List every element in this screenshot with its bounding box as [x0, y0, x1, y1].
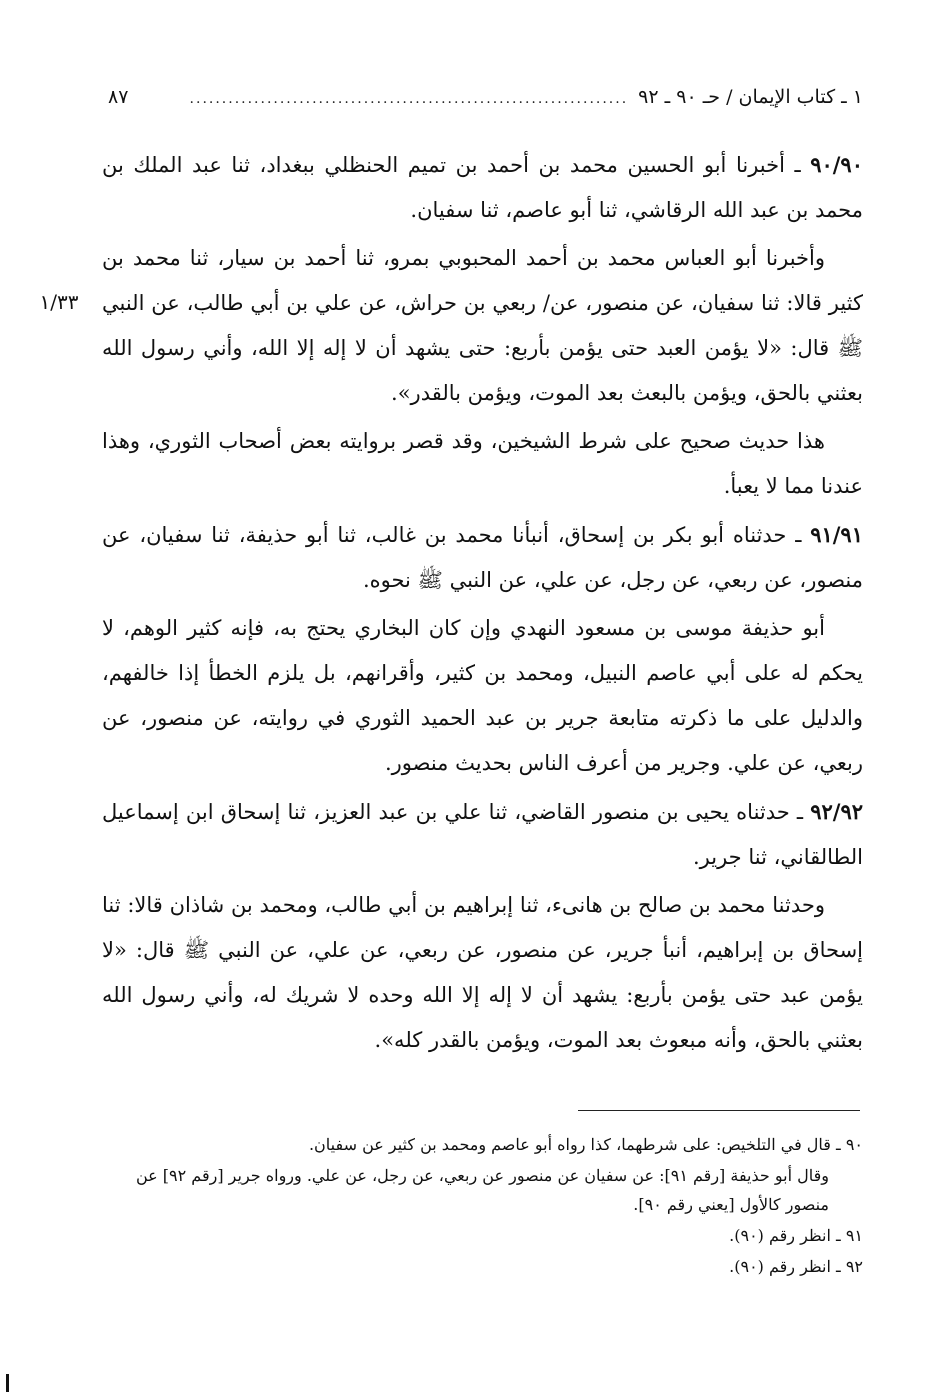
paragraph: أبو حذيفة موسى بن مسعود النهدي وإن كان البخاري يحتج به، فإنه كثير الوهم، لا يحكم له على أبي عاصم النبيل، ومحمد بن كثير، وأقرانهم، بل يلزم الخطأ إذا خالفهم، والدليل على ما ذكرته متابعة جرير بن عبد الحميد الثوري في روايته، عن منصور، عن ربعي، عن علي. وجرير من أعرف الناس بحديث منصور. — [102, 616, 863, 775]
paragraph: هذا حديث صحيح على شرط الشيخين، وقد قصر بروايته بعض أصحاب الثوري، وهذا عندنا مما لا يعبأ. — [102, 429, 863, 498]
footnote-92: ٩٢ ـ انظر رقم (٩٠). — [729, 1257, 863, 1276]
main-text — [102, 142, 863, 1066]
scan-edge-mark — [6, 1374, 9, 1392]
hadith-number: ٩٠/٩٠ — [810, 152, 863, 177]
footnotes — [102, 1130, 863, 1283]
hadith-number: ٩٢/٩٢ — [810, 799, 864, 824]
hadith-number: ٩١/٩١ — [810, 522, 863, 547]
hadith-paragraph-90 — [102, 142, 863, 233]
leader-dots: .................................................................... — [189, 91, 629, 107]
footnote-91: ٩١ ـ انظر رقم (٩٠). — [729, 1226, 863, 1245]
paragraph: وحدثنا محمد بن صالح بن هانىء، ثنا إبراهيم بن أبي طالب، ومحمد بن شاذان قالا: ثنا إسحاق بن إبراهيم، أنبأ جرير، عن منصور، عن ربعي، عن علي، عن النبي ﷺ قال: «لا يؤمن عبد حتى يؤمن بأربع: يشهد أن لا إله إلا الله وحده لا شريك له، وأني رسول الله بعثني بالحق، وأنه مبعوث بعد الموت، ويؤمن بالقدر كله». — [102, 893, 863, 1052]
hadith-paragraph-91 — [102, 512, 863, 603]
paragraph: وأخبرنا أبو العباس محمد بن أحمد المحبوبي بمرو، ثنا أحمد بن سيار، ثنا محمد بن كثير قالا: ثنا سفيان، عن منصور، عن/ ربعي بن حراش، عن علي بن أبي طالب، عن النبي ﷺ قال: «لا يؤمن العبد حتى يؤمن بأربع: حتى يشهد أن لا إله إلا الله، وأني رسول الله بعثني بالحق، ويؤمن بالبعث بعد الموت، ويؤمن بالقدر». — [102, 246, 863, 405]
running-header — [108, 86, 863, 116]
footnote-divider — [578, 1110, 860, 1111]
running-title: ١ ـ كتاب الإيمان / حـ ٩٠ ـ ٩٢ — [638, 86, 863, 108]
hadith-text: ـ حدثناه يحيى بن منصور القاضي، ثنا علي بن عبد العزيز، ثنا إسحاق ابن إسماعيل الطالقاني، ثنا جرير. — [102, 800, 863, 869]
margin-reference: ١/٣٣ — [39, 290, 79, 314]
footnote-90: ٩٠ ـ قال في التلخيص: على شرطهما، كذا رواه أبو عاصم ومحمد بن كثير عن سفيان. — [308, 1135, 863, 1154]
hadith-text: ـ حدثناه أبو بكر بن إسحاق، أنبأنا محمد بن غالب، ثنا أبو حذيفة، ثنا سفيان، عن منصور، عن ربعي، عن رجل، عن علي، عن النبي ﷺ نحوه. — [102, 523, 863, 592]
hadith-paragraph-92 — [102, 789, 863, 880]
footnote-90-continued: وقال أبو حذيفة [رقم ٩١]: عن سفيان عن منصور عن ربعي، عن رجل، عن علي. ورواه جرير [رقم ٩٢] عن منصور كالأول [يعني رقم ٩٠]. — [135, 1166, 829, 1214]
hadith-text: ـ أخبرنا أبو الحسين محمد بن أحمد بن تميم الحنظلي ببغداد، ثنا عبد الملك بن محمد بن عبد الله الرقاشي، ثنا أبو عاصم، ثنا سفيان. — [102, 153, 863, 222]
page-number: ٨٧ — [108, 86, 129, 108]
